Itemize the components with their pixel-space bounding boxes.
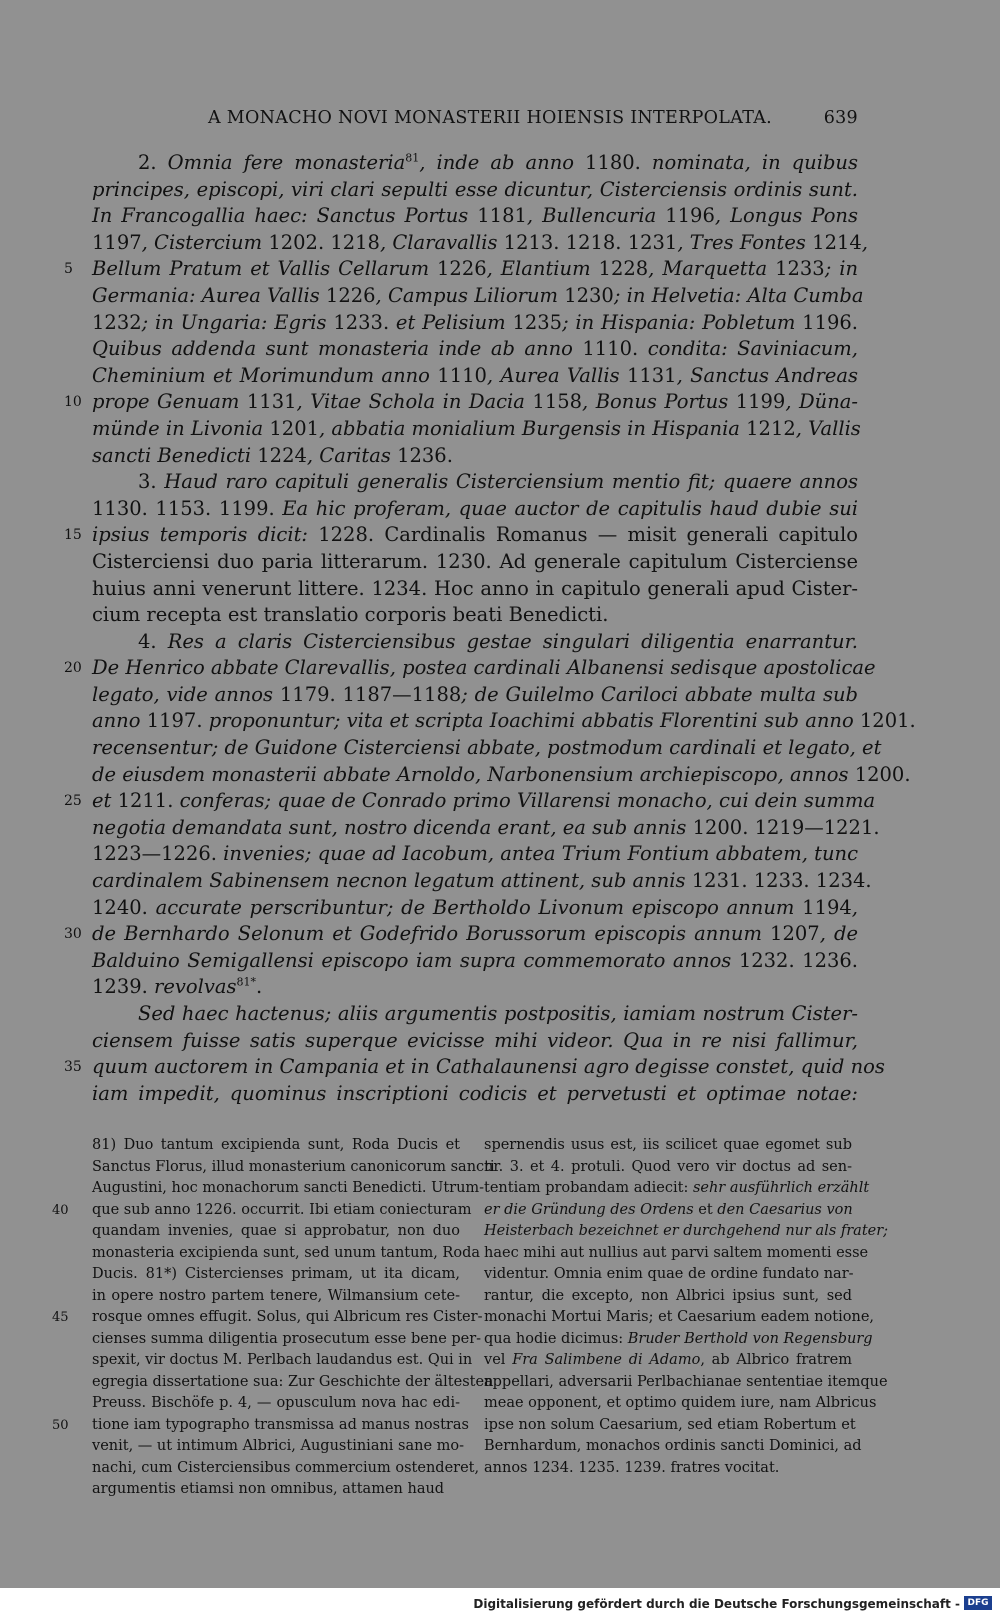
text-run: 1201 xyxy=(269,416,320,440)
text-run: 1235 xyxy=(512,310,563,334)
footnote-line xyxy=(52,1200,472,1222)
text-line xyxy=(64,389,858,416)
text-run: iam impedit, quominus inscriptioni codicis et pervetusti et optimae notae: xyxy=(92,1081,858,1105)
text-run: Ea hic proferam, quae auctor de capitulis haud dubie sui xyxy=(274,496,858,520)
text-run: monasteria excipienda sunt, sed unum tantum, Roda xyxy=(92,1244,480,1261)
text-run: rosque omnes effugit. Solus, qui Albricum res Cister- xyxy=(92,1309,483,1325)
text-run: venit, — ut intimum Albrici, Augustiniani sane mo- xyxy=(92,1438,465,1454)
text-line xyxy=(64,1054,885,1081)
text-run: 1196 xyxy=(665,204,715,228)
text-line xyxy=(92,948,858,975)
running-title: A MONACHO NOVI MONASTERII HOIENSIS INTERPOLATA. xyxy=(208,108,773,128)
footnote-line xyxy=(484,1264,852,1286)
text-line xyxy=(92,762,911,789)
text-run: rantur, die excepto, non Albrici ipsius sunt, sed xyxy=(484,1287,852,1304)
text-line xyxy=(92,549,858,576)
footnote-line xyxy=(484,1393,877,1415)
text-run: Quibus addenda sunt monasteria inde ab anno xyxy=(92,337,583,361)
text-run: 1232 xyxy=(92,310,142,334)
footnote-line xyxy=(92,1243,480,1265)
text-line xyxy=(92,815,880,842)
text-run: in opere nostro partem tenere, Wilmansium cete- xyxy=(92,1287,460,1304)
footnotes-right-column xyxy=(484,1135,889,1479)
text-line xyxy=(92,363,858,390)
text-run: appellari, adversarii Perlbachianae sententiae itemque xyxy=(484,1373,888,1390)
footnote-line xyxy=(52,1307,483,1329)
text-run: spernendis usus est, iis scilicet quae egomet sub xyxy=(484,1137,852,1153)
text-run: prope Genuam xyxy=(92,390,247,414)
footnote-line xyxy=(484,1307,875,1329)
text-line xyxy=(92,336,858,363)
line-number: 25 xyxy=(64,793,82,810)
text-line xyxy=(92,283,864,310)
text-run: Ducis. 81*) Cistercienses primam, ut ita dicam, xyxy=(92,1266,460,1282)
text-run: Bernhardum, monachos ordinis sancti Dominici, ad xyxy=(484,1438,862,1454)
page-header xyxy=(208,108,858,134)
text-run: ; in xyxy=(824,257,859,281)
footnote-line xyxy=(92,1157,495,1179)
text-run: annos 1234. 1235. 1239. fratres vocitat. xyxy=(484,1459,780,1476)
text-run: quandam invenies, quae si approbatur, non duo xyxy=(92,1223,460,1239)
footnote-line xyxy=(92,1372,494,1394)
text-line xyxy=(92,416,861,443)
text-run: , Düna- xyxy=(785,390,858,414)
text-run: 1200. 1219—1221. xyxy=(692,815,880,839)
text-run: münde in Livonia xyxy=(92,416,270,440)
text-run: de eiusdem monasterii abbate Arnoldo, Narbonensium archiepiscopo, annos xyxy=(92,762,855,786)
text-run: 1110. xyxy=(582,337,639,361)
text-run: Cisterciensi duo paria litterarum. 1230. Ad generale capitulum Cisterciense xyxy=(92,549,858,573)
text-run: invenies; quae ad Iacobum, antea Trium Fontium abbatem, tunc xyxy=(216,842,858,866)
footnote-line xyxy=(92,1178,485,1200)
text-run: 1233. xyxy=(333,310,390,334)
line-number: 5 xyxy=(64,261,73,278)
text-run: Haud raro capituli generalis Cisterciensium mentio fit; quaere annos xyxy=(164,470,858,494)
text-line xyxy=(92,974,858,1001)
text-run: videntur. Omnia enim quae de ordine fundato nar- xyxy=(484,1266,854,1282)
text-run: cardinalem Sabinensem necnon legatum attinent, sub annis xyxy=(92,869,692,893)
text-line xyxy=(92,1001,858,1028)
footnote-line xyxy=(92,1264,460,1286)
text-run: 1131 xyxy=(246,390,297,414)
footnote-line xyxy=(92,1458,480,1480)
text-run: den Caesarius von xyxy=(717,1201,853,1218)
line-number: 30 xyxy=(64,926,82,943)
footnote-line xyxy=(484,1135,852,1157)
dfg-logo: DFG xyxy=(964,1596,992,1610)
line-number: 15 xyxy=(64,527,82,544)
text-run: 1230 xyxy=(564,283,614,307)
text-run: 1197 xyxy=(92,230,142,254)
text-run: 1231. 1233. 1234. xyxy=(691,869,872,893)
text-run: 1226 xyxy=(325,283,376,307)
line-number: 40 xyxy=(52,1202,69,1218)
text-run: haec mihi aut nullius aut parvi saltem momenti esse xyxy=(484,1244,869,1261)
text-run: 3. xyxy=(138,470,165,494)
text-run: 1239. xyxy=(92,975,155,999)
text-run: , Claravallis xyxy=(379,230,504,254)
text-run: Cheminium et Morimundum anno xyxy=(92,363,438,387)
footnote-line xyxy=(92,1329,482,1351)
footer-credit: Digitalisierung gefördert durch die Deutsche Forschungsgemeinschaft - xyxy=(473,1597,960,1611)
footnotes-left-column xyxy=(52,1135,495,1501)
text-run: ipse non solum Caesarium, sed etiam Robertum et xyxy=(484,1416,856,1433)
footnote-line xyxy=(484,1458,852,1480)
text-run: , abbatia monialium Burgensis in Hispania xyxy=(319,416,747,440)
text-run: 1223—1226. xyxy=(92,842,217,866)
text-run: conferas; quae de Conrado primo Villarensi monacho, cui dein summa xyxy=(173,789,876,813)
text-run: 1180. xyxy=(585,151,641,174)
text-run: 1207 xyxy=(770,922,820,946)
text-run: spexit, vir doctus M. Perlbach laudandus est. Qui in xyxy=(92,1352,473,1368)
text-run: meae opponent, et optimo quidem iure, nam Albricus xyxy=(484,1395,877,1411)
text-run: anno xyxy=(92,709,147,733)
text-run: cienses summa diligentia prosecutum esse bene per- xyxy=(92,1330,482,1347)
text-run: 1232. 1236. xyxy=(738,948,858,972)
text-line xyxy=(92,602,858,629)
text-run: accurate perscribuntur; de Bertholdo Livonum episcopo annum xyxy=(147,895,803,919)
text-run: sehr ausführlich erzählt xyxy=(692,1180,870,1196)
text-line xyxy=(92,629,858,656)
text-line xyxy=(92,496,858,523)
text-run: negotia demandata sunt, nostro dicenda erant, ea sub annis xyxy=(92,815,693,839)
text-run: 1110 xyxy=(437,363,487,387)
text-line xyxy=(64,788,876,815)
text-run: , Campus Liliorum xyxy=(375,283,565,307)
text-run: 1202. 1218 xyxy=(268,230,380,254)
text-run: 1240. xyxy=(92,895,148,919)
line-number: 45 xyxy=(52,1310,69,1325)
footnote-line xyxy=(484,1350,852,1372)
text-run: Balduino Semigallensi episcopo iam supra commemorato annos xyxy=(92,948,739,972)
text-run: nr. 3. et 4. protuli. Quod vero vir doctus ad sen- xyxy=(484,1158,852,1175)
line-number: 10 xyxy=(64,394,82,411)
text-run: 1199 xyxy=(735,390,786,414)
text-line xyxy=(64,256,859,283)
footnote-line xyxy=(52,1415,469,1437)
line-number: 20 xyxy=(64,660,82,677)
footnote-line xyxy=(92,1436,465,1458)
footnote-line xyxy=(484,1329,873,1351)
text-run: cium recepta est translatio corporis beati Benedicti. xyxy=(92,603,609,627)
text-run: 1200. xyxy=(854,762,911,786)
text-run: et xyxy=(693,1201,718,1218)
text-run: nominata, in quibus xyxy=(640,151,858,174)
text-run: , xyxy=(851,895,858,919)
text-run: 1201. xyxy=(859,709,916,733)
text-run: . xyxy=(256,975,263,999)
text-line xyxy=(92,443,858,470)
text-run: , ab Albrico fratrem xyxy=(700,1352,852,1368)
text-run: , Vallis xyxy=(795,416,861,440)
text-run: nachi, cum Cisterciensibus commercium ostenderet, xyxy=(92,1459,480,1476)
footnote-line xyxy=(484,1200,852,1222)
text-run: principes, episcopi, viri clari sepulti esse dicuntur, Cisterciensis ordinis sunt. xyxy=(92,177,858,201)
text-run: tione iam typographo transmissa ad manus nostras xyxy=(92,1416,469,1433)
text-run: quum auctorem in Campania et in Cathalaunensi agro degisse constet, quid nos xyxy=(92,1055,885,1079)
text-run: 1213. 1218. 1231 xyxy=(503,230,678,254)
text-run: 1228. Cardinalis Romanus — misit generali capitulo xyxy=(318,523,858,547)
text-run: , Sanctus Andreas xyxy=(676,363,858,387)
text-run: recensentur; de Guidone Cisterciensi abbate, postmodum cardinali et legato, et xyxy=(92,736,882,760)
text-run: condita: Saviniacum, xyxy=(638,337,858,361)
text-run: argumentis etiamsi non omnibus, attamen haud xyxy=(92,1481,445,1497)
text-line xyxy=(92,230,868,257)
text-run: 1130. 1153. 1199. xyxy=(92,496,275,520)
text-run: Bruder Berthold von Regensburg xyxy=(627,1330,873,1347)
text-run: 1197. xyxy=(146,709,203,733)
text-run: 1236. xyxy=(397,443,453,467)
text-run: de Bernhardo Selonum et Godefrido Borussorum episcopis annum xyxy=(92,922,771,946)
footer-bar xyxy=(0,1588,1000,1618)
page-number: 639 xyxy=(823,108,858,128)
text-run: Heisterbach bezeichnet er durchgehend nur als frater; xyxy=(484,1223,889,1239)
footnote-line xyxy=(484,1436,862,1458)
text-run: proponuntur; vita et scripta Ioachimi abbatis Florentini sub anno xyxy=(202,709,860,733)
text-line xyxy=(92,1081,858,1108)
footnote-line xyxy=(92,1135,460,1157)
text-run: , Longus Pons xyxy=(714,204,858,228)
text-run: Bellum Pratum et Vallis Cellarum xyxy=(92,257,438,281)
text-run: egregia dissertatione sua: Zur Geschichte der ältesten xyxy=(92,1373,494,1390)
text-run: ; in Helvetia: Alta Cumba xyxy=(613,283,864,307)
text-run: Sanctus Florus, illud monasterium canonicorum sancti xyxy=(92,1158,495,1175)
text-run: tentiam probandam adiecit: xyxy=(484,1180,693,1196)
text-run: sancti Benedicti xyxy=(92,443,258,467)
text-run: Res a claris Cisterciensibus gestae singulari diligentia enarrantur. xyxy=(167,629,858,653)
text-run: 4. xyxy=(138,629,168,653)
text-run: , de xyxy=(819,922,859,946)
text-run: ; de Guilelmo Cariloci abbate multa sub xyxy=(461,682,858,706)
text-run: , Aurea Vallis xyxy=(486,363,627,387)
text-run: 1131 xyxy=(626,363,677,387)
text-run: , Bullencuria xyxy=(526,204,666,228)
footnote-ref: 81 xyxy=(405,151,420,165)
main-text xyxy=(64,150,916,1107)
text-run: 1224 xyxy=(257,443,307,467)
text-line xyxy=(64,921,859,948)
text-line xyxy=(92,469,858,496)
text-line xyxy=(92,841,858,868)
text-run: In Francogallia haec: Sanctus Portus xyxy=(92,204,478,228)
text-line xyxy=(92,177,858,204)
text-run: Omnia fere monasteria xyxy=(167,151,406,174)
footnote-line xyxy=(92,1221,460,1243)
text-run: ; in Ungaria: Egris xyxy=(141,310,334,334)
text-run: Preuss. Bischöfe p. 4, — opusculum nova hac edi- xyxy=(92,1395,460,1411)
text-run: vel xyxy=(484,1352,513,1368)
text-run: 1233 xyxy=(775,257,825,281)
text-run: 1196. xyxy=(802,310,858,334)
text-line xyxy=(92,735,882,762)
text-run: , Vitae Schola in Dacia xyxy=(296,390,533,414)
text-run: , Caritas xyxy=(306,443,398,467)
footnotes xyxy=(52,1135,889,1497)
footnote-line xyxy=(92,1350,473,1372)
line-number: 35 xyxy=(64,1059,82,1076)
text-run: 1194 xyxy=(802,895,852,919)
text-run: , Bonus Portus xyxy=(582,390,736,414)
text-run: Germania: Aurea Vallis xyxy=(92,283,326,307)
text-run: revolvas xyxy=(154,975,237,999)
text-run: que sub anno 1226. occurrit. Ibi etiam coniecturam xyxy=(92,1201,472,1218)
text-run: monachi Mortui Maris; et Caesarium eadem notione, xyxy=(484,1309,875,1325)
footnote-line xyxy=(92,1393,460,1415)
text-run: 81) Duo tantum excipienda sunt, Roda Ducis et xyxy=(92,1137,460,1153)
text-run: , Cistercium xyxy=(141,230,269,254)
text-line xyxy=(64,655,876,682)
text-run: et Pelisium xyxy=(389,310,513,334)
text-run: , Marquetta xyxy=(648,257,776,281)
footnote-line xyxy=(484,1243,869,1265)
text-run: , Tres Fontes xyxy=(677,230,813,254)
text-line xyxy=(92,203,858,230)
line-number: 50 xyxy=(52,1417,69,1433)
text-run: 2. xyxy=(138,151,168,174)
text-run: Augustini, hoc monachorum sancti Benedicti. Utrum- xyxy=(92,1180,485,1196)
text-run: ciensem fuisse satis superque evicisse mihi videor. Qua in re nisi fallimur, xyxy=(92,1028,858,1052)
footnote-line xyxy=(92,1479,460,1501)
text-line xyxy=(92,895,858,922)
text-run: qua hodie dicimus: xyxy=(484,1330,628,1347)
text-line xyxy=(92,708,916,735)
text-run: De Henrico abbate Clarevallis, postea cardinali Albanensi sedisque apostolicae xyxy=(92,656,876,680)
footnote-line xyxy=(484,1178,870,1200)
text-run: 1214 xyxy=(812,230,862,254)
text-line xyxy=(92,576,858,603)
text-run: 1179. 1187—1188 xyxy=(279,682,462,706)
text-run: legato, vide annos xyxy=(92,682,280,706)
footnote-line xyxy=(484,1286,852,1308)
text-line xyxy=(92,310,858,337)
text-run: 1226 xyxy=(437,257,487,281)
footnote-line xyxy=(484,1157,852,1179)
text-line xyxy=(92,682,858,709)
text-run: 1228 xyxy=(598,257,649,281)
text-run: , inde ab anno xyxy=(419,151,586,174)
footnote-line xyxy=(484,1415,856,1437)
text-line xyxy=(92,1028,858,1055)
text-run: 1158 xyxy=(532,390,583,414)
footnote-line xyxy=(484,1221,889,1243)
text-run: er die Gründung des Ordens xyxy=(484,1201,694,1218)
text-line xyxy=(92,150,858,177)
text-run: Sed haec hactenus; aliis argumentis postpositis, iamiam nostrum Cister- xyxy=(138,1002,858,1025)
text-line xyxy=(64,522,858,549)
text-run: 1181 xyxy=(477,204,527,228)
text-run: ; in Hispania: Pobletum xyxy=(562,310,803,334)
text-run: 1212 xyxy=(746,416,796,440)
text-run: , xyxy=(861,230,868,254)
text-run: Fra Salimbene di Adamo xyxy=(512,1352,701,1368)
footnote-line xyxy=(92,1286,460,1308)
text-line xyxy=(92,868,872,895)
text-run: huius anni venerunt littere. 1234. Hoc anno in capitulo generali apud Cister- xyxy=(92,576,858,600)
text-run: ipsius temporis dicit: xyxy=(92,523,319,547)
text-run: , Elantium xyxy=(486,257,599,281)
text-run: 1211. xyxy=(117,789,174,813)
footnote-ref: 81* xyxy=(236,975,257,989)
text-run: et xyxy=(92,789,118,813)
footnote-line xyxy=(484,1372,888,1394)
